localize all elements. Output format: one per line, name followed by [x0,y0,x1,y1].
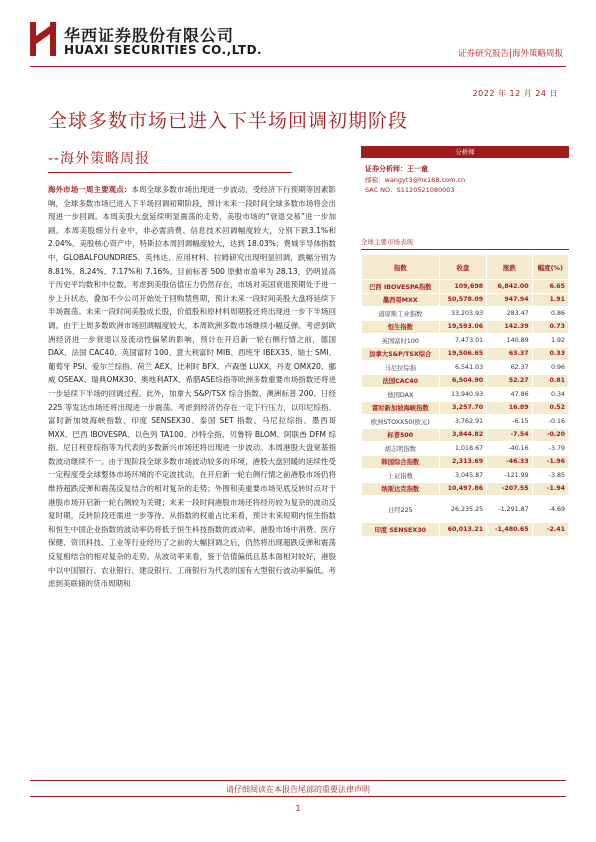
pct-value: 0.81 [532,374,568,388]
change-value: 6,842.00 [487,280,533,294]
footer-divider-top [30,780,566,781]
pct-value: 1.91 [532,293,568,307]
legal-disclaimer-note: 请仔细阅读在本报告尾部的重要法律声明 [226,785,370,794]
report-type: 证券研究报告|海外策略周报 [458,49,563,59]
table-row [362,482,569,496]
change-value: -7.54 [487,428,533,442]
pct-value: -4.69 [532,496,568,523]
analyst-name: 证券分析师：王一童 [365,165,428,173]
index-name: 纳斯达克指数 [362,482,440,496]
close-value: 10,497.86 [439,482,487,496]
close-value: 19,593.06 [439,320,487,334]
col-header-close: 收盘 [439,255,487,280]
change-value: -207.55 [487,482,533,496]
change-value: -1,480.65 [487,523,533,537]
close-value: 3,045.87 [439,469,487,483]
body-lead: 海外市场一周主要观点： [48,185,132,194]
table-row [362,496,569,523]
close-value: 19,506.65 [439,347,487,361]
header-divider [30,66,566,67]
close-value: 50,578.09 [439,293,487,307]
pct-value: -3.85 [532,469,568,483]
table-row [362,334,569,348]
change-value: -40.16 [487,442,533,456]
table-row [362,374,569,388]
table-title: 全球主要市场表现 [361,238,413,246]
index-name: 标普500 [362,428,440,442]
change-value: -1,291.87 [487,496,533,523]
pct-value: 0.86 [532,307,568,321]
index-name: 恒生指数 [362,320,440,334]
close-value: 109,698 [439,280,487,294]
change-value: 283.47 [487,307,533,321]
table-row [362,401,569,415]
huaxi-logo-icon [30,22,56,56]
table-row [362,388,569,402]
table-row [362,293,569,307]
close-value: 13,940.93 [439,388,487,402]
pct-value: 6.65 [532,280,568,294]
close-value: 3,257.70 [439,401,487,415]
index-name: 英国富时100 [362,334,440,348]
analyst-email[interactable]: 邮箱：wangyt3@hx168.com.cn [365,176,466,184]
close-value: 3,762.91 [439,415,487,429]
index-name: 巴西 IBOVESPA指数 [362,280,440,294]
close-value: 26,235.25 [439,496,487,523]
change-value: 62.37 [487,361,533,375]
close-value: 1,018.67 [439,442,487,456]
pct-value: 0.34 [532,388,568,402]
main-body-text [48,183,336,591]
table-row [362,361,569,375]
table-row [362,428,569,442]
table-row [362,415,569,429]
pct-value: 0.33 [532,347,568,361]
change-value: 140.89 [487,334,533,348]
pct-value: -0.16 [532,415,568,429]
table-row [362,523,569,537]
col-header-change: 涨跌 [487,255,533,280]
index-name: 马尼拉综指 [362,361,440,375]
close-value: 6,541.03 [439,361,487,375]
close-value: 6,504.90 [439,374,487,388]
company-name-en: HUAXI SECURITIES CO.,LTD. [64,43,263,57]
index-name: 欧洲STOXX50(欧元) [362,415,440,429]
index-name: 韩国综合指数 [362,455,440,469]
col-header-index: 指数 [362,255,440,280]
change-value: 142.39 [487,320,533,334]
pct-value: -0.20 [532,428,568,442]
page-number: 1 [295,804,301,813]
table-row [362,442,569,456]
table-row [362,320,569,334]
change-value: 52.27 [487,374,533,388]
pct-value: 0.73 [532,320,568,334]
report-subtitle: --海外策略周报 [48,151,151,167]
pct-value: 0.96 [532,361,568,375]
market-performance-table [361,254,569,537]
change-value: -46.33 [487,455,533,469]
analyst-sac-no: SAC NO：S1120521080003 [365,186,455,194]
change-value: 947.94 [487,293,533,307]
col-header-pct: 幅度(%) [532,255,568,280]
table-row [362,280,569,294]
subtitle-underline [48,172,292,173]
pct-value: -3.79 [532,442,568,456]
index-name: 道琼斯工业指数 [362,307,440,321]
close-value: 33,203.93 [439,307,487,321]
close-value: 3,844.82 [439,428,487,442]
report-title: 全球多数市场已进入下半场回调初期阶段 [48,110,409,132]
change-value: 63.37 [487,347,533,361]
close-value: 7,473.01 [439,334,487,348]
table-title-rule [361,249,569,250]
change-value: -121.99 [487,469,533,483]
index-name: 胡志明指数 [362,442,440,456]
analyst-box-header: 分析师 [361,146,569,158]
index-name: 法国CAC40 [362,374,440,388]
pct-value: 0.52 [532,401,568,415]
table-row [362,469,569,483]
company-name-cn: 华西证券股份有限公司 [64,26,235,45]
body-paragraph: 本周全球多数市场出现进一步波动，受经济下行预期等因素影响，全球多数市场已进入下半场回调初期阶段，预计未来一段时间全球多数市场将会出现进一步回调。本周美股大盘延续明显震荡的走势，美股市场的“衰退交易”进一步加剧。本周美股细分行业中，非必需消费、信息技术回调幅度较大，分别下跌3.1%和2.04%。美股核心资产中，特斯拉本周回调幅度较大，达到 18.03%；费城半导体指数中，GLOBALFOUNDRIES、英伟达、应用材料、拉姆研究出现明显回调，跌幅分别为 8.81%、8.24%、7.17%和 7.16%。目前标普 500 原動市盈率为 28.13，仍明显高于历史平均数和中位数。考虑到美股估值压力仍然存在，市场对美国衰退预期处于进一步上升状态，叠加不少公司开始处于回购禁售期，预计未来一段时间美股大盘将延续下半场震荡。未来一段时间美股成长股，价值股和原材料周期股还将出现进一步下半场回调。由于上周多数欧洲市场回调幅度较大，本周欧洲多数市场继续小幅反弹。考虑到欧洲经济进一步衰退以及流动性偏紧的影响，预计在开启新一轮右侧行情之前，德国 DAX、法国 CAC40、英国富时 100、意大利富时 MIB、西班牙 IBEX35、瑞士 SMI、葡萄牙 PSI、爱尔兰综指、荷兰 AEX、比利时 BFX、卢森堡 LUXX、丹麦 OMX20、挪威 OSEAX、瑞典OMX30、奥地利ATX、希腊ASE综指等欧洲多数重要市场指数还将进一步延续下半场的回调过程。此外，加拿大 S&P/TSX 综合指数、澳洲标普 200、日经 225 等发达市场还将出现进一步震荡。考虑到经济仍存在一定下行压力，以印尼综指、富时新加坡海峡指数、印度 SENSEX30、泰国 SET 指数、马尼拉综指、墨西哥 MXX、巴西 IBOVESPA、以色列 TA100、沙特全指、贝鲁特 BLOM、阿联酋 DFM 综指、尼日利亚综指等为代表的多数新兴市场还将出现进一步波动。本周港股大盘宽基指数波动继续不一。由于现阶段全球多数市场波动较多的环境，港股大盘回暖的延续性受一定程度受全球整体市场环境的不定波扰动，在开启新一轮右侧行情之前港股市场仍将维持超跌反弹和震荡反复结合的相对复杂的走势；外围和美重要市场见底反转时点对于港股市场开启新一轮右侧较为关键；未来一段时间港股市场还将经历较为复杂的波动反复时期，反转阶段还需进一步等待。从指数的权重占比来看，预计未来短期内恒生指数和恒生中国企业指数的波动率仍将低于恒生科技指数的波动率。港股市场中消费、医疗保健、资讯科技、工业等行业经历了之前的大幅回调之后，仍然将出现超跌反弹和震荡反复相结合的相对复杂的走势。从波动率来看，鉴于估值偏低且基本面相对较好，港股中以中国银行、农业银行、建设银行、工商银行为代表的国有大型银行波动率偏低。考虑到美联储的货币周期和 [48,185,337,589]
close-value: 2,313.69 [439,455,487,469]
report-date: 2022 年 12 月 24 日 [472,89,558,98]
table-row [362,307,569,321]
pct-value: -1.94 [532,482,568,496]
index-name: 墨西哥MXX [362,293,440,307]
index-name: 日经225 [362,496,440,523]
index-name: 印度 SENSEX30 [362,523,440,537]
change-value: 16.89 [487,401,533,415]
index-name: 德国DAX [362,388,440,402]
index-name: 上证指数 [362,469,440,483]
index-name: 富时新加坡海峡指数 [362,401,440,415]
pct-value: 1.92 [532,334,568,348]
pct-value: -2.41 [532,523,568,537]
index-name: 加拿大S&P/TSX综合 [362,347,440,361]
change-value: -6.15 [487,415,533,429]
table-row [362,455,569,469]
footer-divider-bottom [30,796,566,797]
close-value: 60,013.21 [439,523,487,537]
table-row [362,347,569,361]
change-value: 47.86 [487,388,533,402]
pct-value: -1.96 [532,455,568,469]
